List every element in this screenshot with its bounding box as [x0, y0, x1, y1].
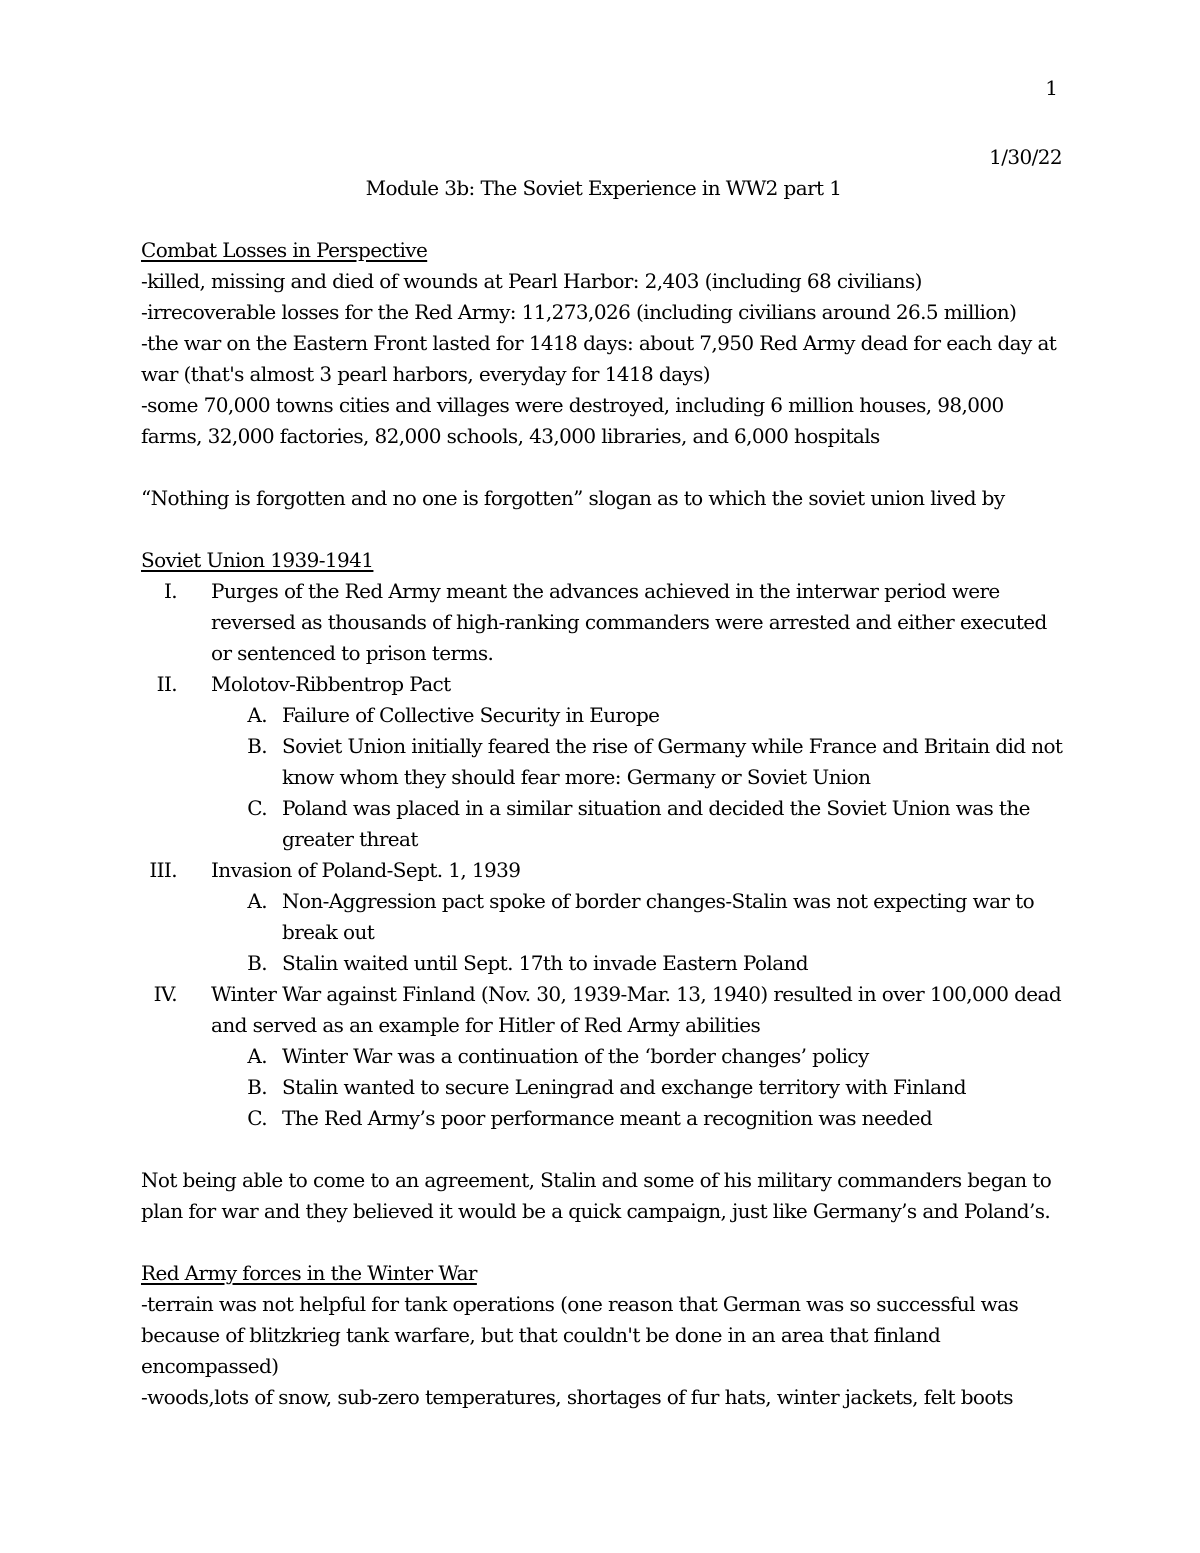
body-paragraph: Not being able to come to an agreement, Stalin and some of his military commanders began to plan for war and they believed it would be a quick campaign, just like Germany’s and Poland’s.	[141, 1168, 1052, 1223]
outline-text: Purges of the Red Army meant the advances achieved in the interwar period were reversed as thousands of high-ranking commanders were arrested and either executed or sentenced to prison terms.	[211, 579, 1047, 665]
subitem-text: Winter War was a continuation of the ‘border changes’ policy	[282, 1044, 869, 1068]
outline-subitem	[141, 700, 1066, 731]
subitem-text: Stalin waited until Sept. 17th to invade Eastern Poland	[282, 951, 809, 975]
subitem-marker: A.	[247, 889, 267, 913]
section-heading-combat-losses: Combat Losses in Perspective	[141, 238, 428, 262]
spacer	[141, 514, 1066, 545]
subitem-marker: B.	[247, 734, 267, 758]
document-body	[141, 142, 1066, 1413]
subitem-text: The Red Army’s poor performance meant a recognition was needed	[282, 1106, 933, 1130]
slogan-quote: “Nothing is forgotten and no one is forgotten” slogan as to which the soviet union lived by	[141, 486, 1005, 510]
spacer	[141, 452, 1066, 483]
outline-marker: II.	[156, 672, 177, 696]
outline-subitem	[141, 886, 1066, 948]
outline-text: Invasion of Poland-Sept. 1, 1939	[211, 858, 521, 882]
outline-subitem	[141, 1072, 1066, 1103]
combat-loss-line: -killed, missing and died of wounds at Pearl Harbor: 2,403 (including 68 civilians)	[141, 269, 922, 293]
subitem-text: Failure of Collective Security in Europe	[282, 703, 660, 727]
outline-subitem	[141, 1041, 1066, 1072]
subitem-marker: C.	[247, 1106, 267, 1130]
page-number: 1	[1045, 76, 1058, 100]
outline-subitem	[141, 948, 1066, 979]
outline-subitem	[141, 731, 1066, 793]
section-heading-soviet-union: Soviet Union 1939-1941	[141, 548, 374, 572]
document-title: Module 3b: The Soviet Experience in WW2 part 1	[365, 176, 842, 200]
section-heading-winter-war: Red Army forces in the Winter War	[141, 1261, 477, 1285]
outline-item	[141, 669, 1066, 700]
outline-marker: I.	[163, 579, 177, 603]
winter-war-line: -woods,lots of snow, sub-zero temperatures, shortages of fur hats, winter jackets, felt boots	[141, 1385, 1013, 1409]
document-date: 1/30/22	[989, 145, 1062, 169]
spacer	[141, 1134, 1066, 1165]
spacer	[141, 204, 1066, 235]
subitem-marker: B.	[247, 951, 267, 975]
outline-item	[141, 979, 1066, 1041]
outline-list	[141, 576, 1066, 1134]
subitem-marker: B.	[247, 1075, 267, 1099]
combat-loss-line: -some 70,000 towns cities and villages were destroyed, including 6 million houses, 98,000 farms, 32,000 factories, 82,000 schools, 43,000 libraries, and 6,000 hospitals	[141, 393, 1004, 448]
combat-loss-line: -the war on the Eastern Front lasted for 1418 days: about 7,950 Red Army dead for each day at war (that's almost 3 pearl harbors, everyday for 1418 days)	[141, 331, 1057, 386]
outline-text: Molotov-Ribbentrop Pact	[211, 672, 451, 696]
winter-war-line: -terrain was not helpful for tank operations (one reason that German was so successful was because of blitzkrieg tank warfare, but that couldn't be done in an area that finland encompassed)	[141, 1292, 1019, 1378]
outline-marker: IV.	[153, 982, 177, 1006]
outline-marker: III.	[149, 858, 177, 882]
subitem-marker: C.	[247, 796, 267, 820]
outline-text: Winter War against Finland (Nov. 30, 1939-Mar. 13, 1940) resulted in over 100,000 dead and served as an example for Hitler of Red Army abilities	[211, 982, 1062, 1037]
spacer	[141, 1227, 1066, 1258]
outline-item	[141, 855, 1066, 886]
subitem-text: Stalin wanted to secure Leningrad and exchange territory with Finland	[282, 1075, 966, 1099]
subitem-marker: A.	[247, 703, 267, 727]
subitem-marker: A.	[247, 1044, 267, 1068]
subitem-text: Non-Aggression pact spoke of border changes-Stalin was not expecting war to break out	[282, 889, 1035, 944]
subitem-text: Poland was placed in a similar situation and decided the Soviet Union was the greater threat	[282, 796, 1030, 851]
outline-subitem	[141, 793, 1066, 855]
outline-item	[141, 576, 1066, 669]
outline-subitem	[141, 1103, 1066, 1134]
subitem-text: Soviet Union initially feared the rise of Germany while France and Britain did not know whom they should fear more: Germany or Soviet Union	[282, 734, 1063, 789]
combat-loss-line: -irrecoverable losses for the Red Army: 11,273,026 (including civilians around 26.5 million)	[141, 300, 1017, 324]
